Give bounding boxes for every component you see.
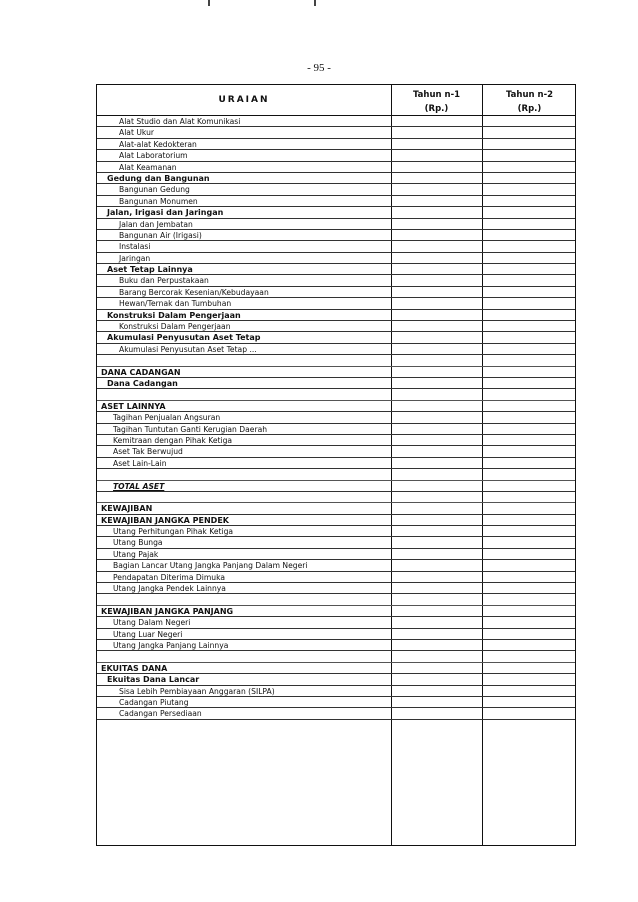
row-label: Jalan dan Jembatan [119,219,193,229]
row-label: Utang Dalam Negeri [113,618,191,628]
table-row [97,298,575,309]
table-row [97,378,575,389]
table-row [97,663,575,674]
row-label: Utang Bunga [113,538,163,548]
report-table [96,84,576,846]
table-row [97,401,575,412]
row-label: Tagihan Penjualan Angsuran [113,413,221,423]
table-row [97,287,575,298]
table-row [97,537,575,548]
scan-mark-right [314,0,316,6]
header-uraian: URAIAN [218,95,270,105]
header-year-2 [482,88,577,116]
row-label: ASET LAINNYA [101,401,166,411]
table-row [97,686,575,697]
table-row [97,412,575,423]
row-label: Bagian Lancar Utang Jangka Panjang Dalam Negeri [113,561,308,571]
blank-row [97,389,575,400]
table-row [97,674,575,685]
header-year-2-label: Tahun n-2 [505,90,554,100]
table-row [97,583,575,594]
table-row [97,162,575,173]
table-row [97,572,575,583]
table-row [97,139,575,150]
row-label: Alat-alat Kedokteran [119,139,197,149]
table-row [97,503,575,514]
row-label: Ekuitas Dana Lancar [107,675,200,685]
table-row [97,617,575,628]
table-row [97,424,575,435]
table-row [97,230,575,241]
table-row [97,332,575,343]
table-row [97,446,575,457]
row-label: Buku dan Perpustakaan [119,276,209,286]
scan-mark-left [208,0,210,6]
blank-row [97,469,575,480]
row-label: Cadangan Piutang [119,697,189,707]
header-year-1 [391,88,482,116]
header-year-1-unit: (Rp.) [424,104,449,114]
table-row [97,173,575,184]
row-label: KEWAJIBAN JANGKA PENDEK [101,515,229,525]
row-label: Cadangan Persediaan [119,709,202,719]
header-year-1-label: Tahun n-1 [412,90,461,100]
table-row [97,697,575,708]
row-label: Hewan/Ternak dan Tumbuhan [119,299,232,309]
row-label: KEWAJIBAN [101,504,153,514]
table-row [97,207,575,218]
table-row [97,549,575,560]
row-label: Bangunan Gedung [119,185,190,195]
row-label: Bangunan Monumen [119,196,198,206]
table-row [97,515,575,526]
table-row [97,150,575,161]
table-row [97,253,575,264]
row-label: Konstruksi Dalam Pengerjaan [119,322,231,332]
row-label: Gedung dan Bangunan [107,173,210,183]
row-label: Tagihan Tuntutan Ganti Kerugian Daerah [113,424,268,434]
table-row [97,560,575,571]
row-label: Akumulasi Penyusutan Aset Tetap [107,333,261,343]
row-label: Bangunan Air (Irigasi) [119,230,202,240]
row-label: Jaringan [119,253,151,263]
page-number: - 95 - [307,62,331,74]
row-label: Konstruksi Dalam Pengerjaan [107,310,241,320]
row-label: KEWAJIBAN JANGKA PANJANG [101,606,234,616]
row-label: Barang Bercorak Kesenian/Kebudayaan [119,287,269,297]
table-row [97,629,575,640]
row-label: Dana Cadangan [107,378,178,388]
table-row [97,321,575,332]
row-label: Sisa Lebih Pembiayaan Anggaran (SILPA) [119,686,275,696]
blank-row [97,492,575,503]
header-year-2-unit: (Rp.) [517,104,542,114]
row-label: Aset Tetap Lainnya [107,265,193,275]
table-row [97,481,575,492]
table-row [97,640,575,651]
table-row [97,219,575,230]
table-row [97,264,575,275]
table-row [97,310,575,321]
table-body [97,116,575,720]
row-label: Alat Keamanan [119,162,177,172]
table-row [97,606,575,617]
row-label: Alat Studio dan Alat Komunikasi [119,117,241,126]
table-row [97,344,575,355]
table-row [97,127,575,138]
table-row [97,367,575,378]
row-label: EKUITAS DANA [101,663,168,673]
row-label: Aset Tak Berwujud [113,447,183,457]
row-label: Aset Lain-Lain [113,458,167,468]
table-row [97,526,575,537]
table-row [97,458,575,469]
row-label: Utang Perhitungan Pihak Ketiga [113,527,234,537]
blank-row [97,594,575,605]
row-label: DANA CADANGAN [101,367,181,377]
row-label: Akumulasi Penyusutan Aset Tetap ... [119,344,257,354]
table-row [97,184,575,195]
table-row [97,435,575,446]
table-row [97,116,575,127]
table-row [97,241,575,252]
row-label: Instalasi [119,242,151,252]
blank-row [97,355,575,366]
row-label: Utang Jangka Panjang Lainnya [113,640,229,650]
blank-row [97,651,575,662]
row-label: Utang Jangka Pendek Lainnya [113,584,226,594]
row-label: TOTAL ASET [113,481,165,491]
row-label: Pendapatan Diterima Dimuka [113,572,225,582]
table-row [97,708,575,719]
row-label: Utang Luar Negeri [113,629,183,639]
row-label: Utang Pajak [113,549,159,559]
table-row [97,275,575,286]
row-label: Jalan, Irigasi dan Jaringan [107,208,224,218]
row-label: Kemitraan dengan Pihak Ketiga [113,435,233,445]
row-label: Alat Ukur [119,128,155,138]
row-label: Alat Laboratorium [119,151,188,161]
table-row [97,196,575,207]
